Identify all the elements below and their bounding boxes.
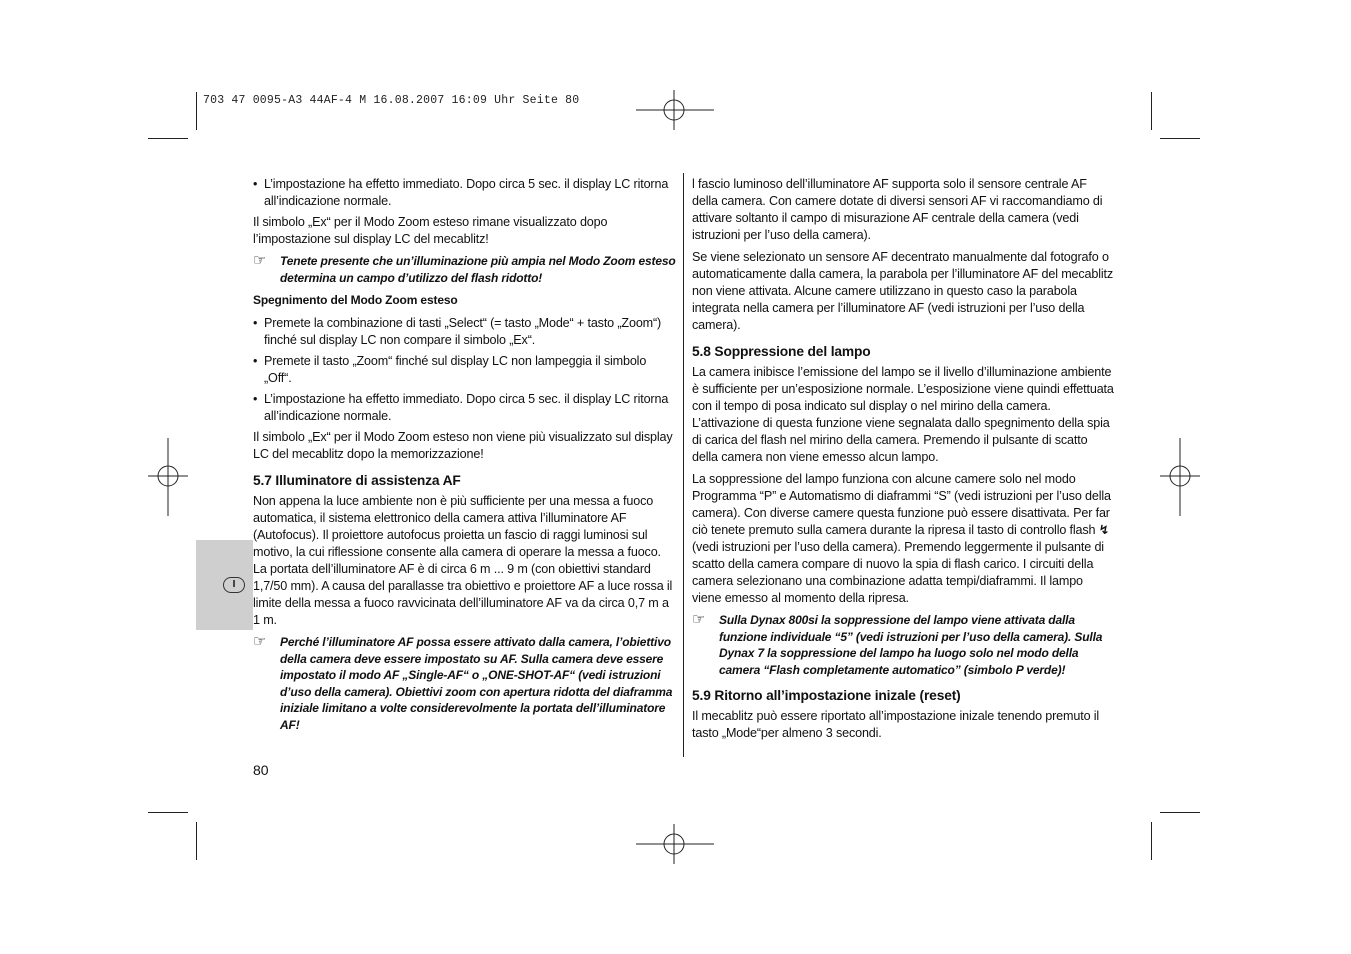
pointing-hand-icon: ☞: [253, 633, 267, 650]
subheading: Spegnimento del Modo Zoom esteso: [253, 293, 458, 307]
list-item: • L’impostazione ha effetto immediato. Dopo circa 5 sec. il display LC ritorna all’indicazione normale.: [253, 177, 669, 208]
crop-mark: [196, 822, 197, 860]
paragraph: Se viene selezionato un sensore AF decentrato manualmente dal fotografo o automaticamente dalla camera, la parabola per l’illuminatore AF del mecablitz non viene attivata. Alcune camere utilizzano in questo caso la parabola integrata nella camera per l’illuminatore AF (vedi istruzioni per l’uso della camera).: [692, 250, 1114, 332]
registration-mark-icon: [636, 90, 716, 130]
list-item: • Premete il tasto „Zoom“ finché sul display LC non lampeggia il simbolo „Off“.: [253, 354, 647, 385]
crop-mark: [148, 138, 188, 139]
bullet-dot-icon: •: [253, 354, 258, 368]
note: ☞ Sulla Dynax 800si la soppressione del lampo viene attivata dalla funzione individuale “5” (vedi istruzioni per l’uso della camera). Sulla Dynax 7 la soppressione del lampo ha luogo solo nel modo della camera “Flash completamente automatico” (simbolo P verde)!: [692, 611, 1103, 677]
paragraph: Il simbolo „Ex“ per il Modo Zoom esteso non viene più visualizzato sul display LC del mecablitz dopo la memorizzazione!: [253, 430, 673, 461]
note: ☞ Tenete presente che un’illuminazione più ampia nel Modo Zoom esteso determina un campo d’utilizzo del flash ridotto!: [253, 252, 676, 285]
crop-mark: [1151, 822, 1152, 860]
right-column: [692, 176, 1114, 747]
registration-mark-icon: [148, 438, 188, 518]
registration-mark-icon: [1160, 438, 1200, 518]
section-heading: 5.9 Ritorno all’impostazione inizale (reset): [692, 688, 961, 703]
flash-icon: ↯: [1098, 523, 1110, 537]
language-tab-label: I: [223, 577, 245, 593]
paragraph: La camera inibisce l’emissione del lampo se il livello d’illuminazione ambiente è sufficiente per un’esposizione normale. L’esposizione viene quindi effettuata con il tempo di posa indicato sul display o nel mirino della camera. L’attivazione di questa funzione viene segnalata dallo spegnimento della spia di carica del flash nel mirino della camera. Premendo il pulsante di scatto della camera non viene emesso alcun lampo.: [692, 365, 1114, 464]
section-heading: 5.7 Illuminatore di assistenza AF: [253, 473, 461, 488]
note: ☞ Perché l’illuminatore AF possa essere attivato dalla camera, l’obiettivo della camera deve essere impostato su AF. Sulla camera deve essere impostato il modo AF „Single-AF“ o „ONE-SHOT-AF“ (vedi istruzioni d’uso della camera). Obiettivi zoom con apertura ridotta del diaframma iniziale limitano a volte considerevolmente la portata dell’illuminatore AF!: [253, 633, 673, 732]
paragraph: Il simbolo „Ex“ per il Modo Zoom esteso rimane visualizzato dopo l’impostazione sul display LC del mecablitz!: [253, 215, 608, 246]
page-number: 80: [253, 762, 269, 778]
section-heading: 5.8 Soppressione del lampo: [692, 344, 871, 359]
column-divider: [683, 173, 684, 757]
crop-mark: [1160, 138, 1200, 139]
paragraph: Non appena la luce ambiente non è più sufficiente per una messa a fuoco automatica, il sistema elettronico della camera attiva l’illuminatore AF (Autofocus). Il proiettore autofocus proietta un fascio di raggi luminosi sul motivo, la cui riflessione consente alla camera di operare la messa a fuoco. La portata dell’illuminatore AF è di circa 6 m ... 9 m (con obiettivi standard 1,7/50 mm). A causa del parallasse tra obiettivo e proiettore AF a luce rossa il limite della messa a fuoco ravvicinata dell’illuminatore AF va da circa 0,7 m a 1 m.: [253, 494, 673, 627]
paragraph: Il mecablitz può essere riportato all’impostazione inizale tenendo premuto il tasto „Mode“per almeno 3 secondi.: [692, 709, 1100, 740]
left-column: [253, 176, 676, 739]
print-slug: 703 47 0095-A3 44AF-4 M 16.08.2007 16:09 Uhr Seite 80: [203, 94, 580, 107]
list-item: • Premete la combinazione di tasti „Select“ (= tasto „Mode“ + tasto „Zoom“) finché sul display LC non compare il simbolo „Ex“.: [253, 316, 662, 347]
paragraph: La soppressione del lampo funziona con alcune camere solo nel modo Programma “P” e Automatismo di diaframmi “S” (vedi istruzioni per l’uso della camera). Con diverse camere questa funzione può essere disattivata. Per far ciò tenete premuto sulla camera durante la ripresa il tasto di controllo flash ↯ (vedi istruzioni per l’uso della camera). Premendo leggermente il pulsante di scatto della camera compare di nuovo la spia di flash carico. I circuiti della camera selezionano una combinazione adatta tempi/diaframmi. Il lampo viene emesso al momento della ripresa.: [692, 472, 1111, 605]
paragraph: l fascio luminoso dell’illuminatore AF supporta solo il sensore centrale AF della camera. Con camere dotate di diversi sensori AF vi raccomandiamo di attivare soltanto il campo di misurazione AF centrale della camera (vedi istruzioni per l’uso della camera).: [692, 177, 1103, 242]
pointing-hand-icon: ☞: [253, 252, 267, 269]
list-item: • L’impostazione ha effetto immediato. Dopo circa 5 sec. il display LC ritorna all’indicazione normale.: [253, 392, 669, 423]
crop-mark: [148, 812, 188, 813]
bullet-dot-icon: •: [253, 177, 258, 191]
crop-mark: [1160, 812, 1200, 813]
pointing-hand-icon: ☞: [692, 611, 706, 628]
bullet-dot-icon: •: [253, 392, 258, 406]
bullet-dot-icon: •: [253, 316, 258, 330]
registration-mark-icon: [636, 824, 716, 864]
crop-mark: [1151, 92, 1152, 130]
crop-mark: [196, 92, 197, 130]
